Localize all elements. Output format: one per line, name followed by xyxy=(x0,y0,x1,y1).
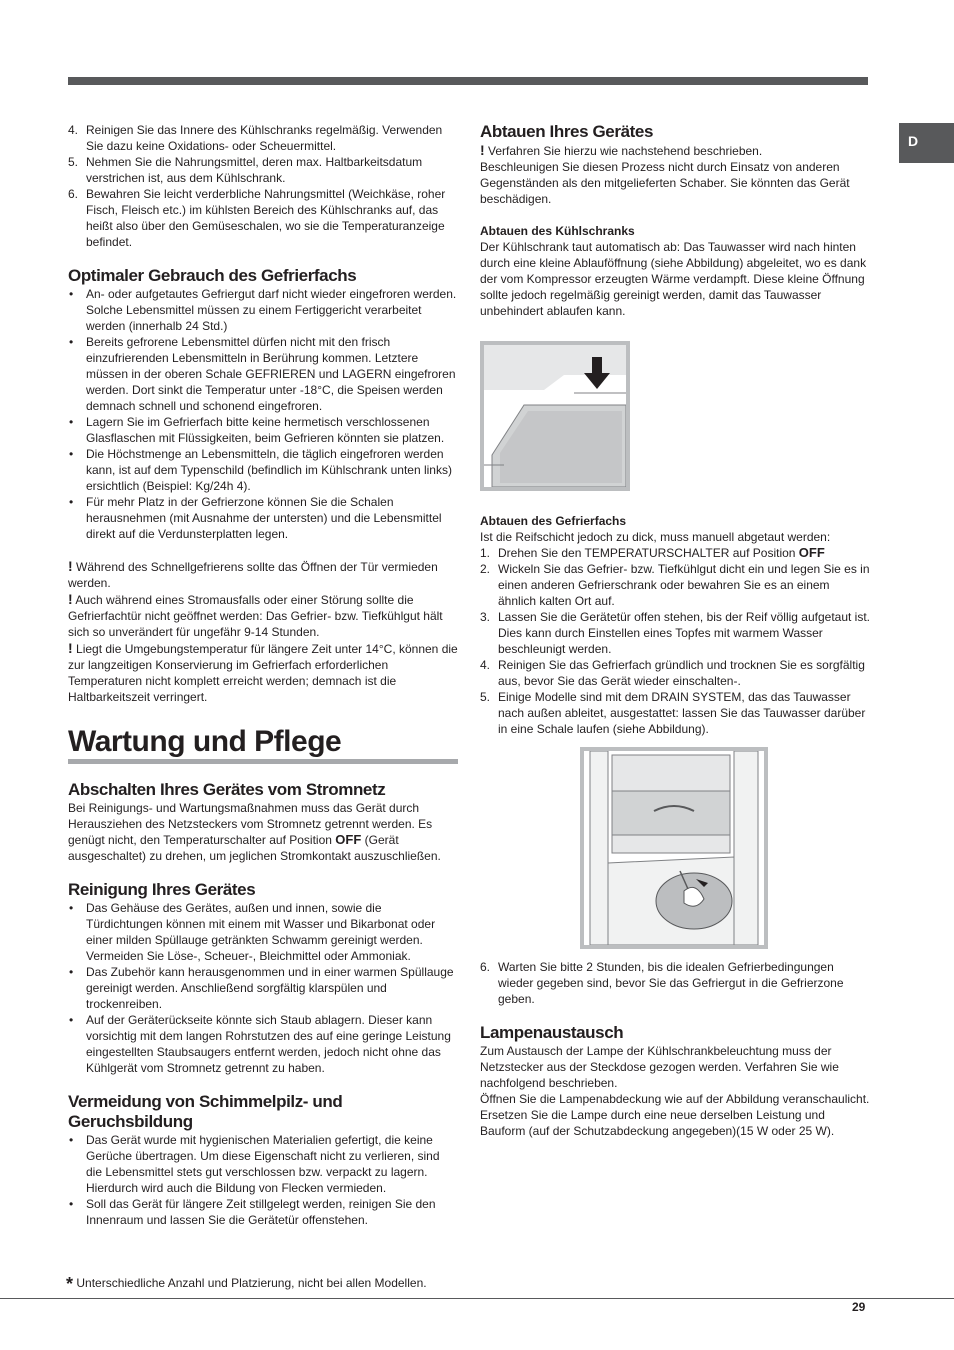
warning-icon: ! xyxy=(68,640,73,656)
defrost-warning-text: Verfahren Sie hierzu wie nachstehend beschrieben. xyxy=(488,144,763,158)
mould-heading: Vermeidung von Schimmelpilz- und Geruchsbildung xyxy=(68,1092,343,1131)
list-item: • An- oder aufgetautes Gefriergut darf nicht wieder eingefroren werden. Solche Lebensmittel müssen zu einem Fertiggericht verarbeitet werden (innerhalb 24 Std.) xyxy=(68,286,458,334)
defrost-warning xyxy=(480,142,870,159)
item-number: 3. xyxy=(480,610,491,624)
figure-reference: siehe Abbildung xyxy=(654,256,740,270)
text-part: Der Kühlschrank taut automatisch ab: Das Tauwasser wird nach hinten durch eine kleine Ablauföffnung ( xyxy=(480,240,856,270)
warning-text: Liegt die Umgebungstemperatur für längere Zeit unter 14°C, können die zur langzeitigen Konservierung im Gefrierfach erforderlichen Temperaturen nicht komplett erreicht werden; demnach ist die Haltbarkeitszeit verringert. xyxy=(68,642,458,704)
freezer-list xyxy=(68,286,458,542)
warning-text: Während des Schnellgefrierens sollte das Öffnen der Tür vermieden werden. xyxy=(68,560,438,590)
power-text-2: (Gerät ausgeschaltet) zu drehen, um jeglichen Stromkontakt auszuschließen. xyxy=(68,833,441,863)
bottom-rule xyxy=(0,1298,954,1299)
list-item xyxy=(480,561,870,609)
asterisk-icon: * xyxy=(66,1274,74,1294)
item-number: 1. xyxy=(480,546,491,560)
list-item xyxy=(480,609,870,657)
item-text: Einige Modelle sind mit dem DRAIN SYSTEM, das das Tauwasser nach außen ableitet, ausgestattet: lassen Sie das Tauwasser darüber in eine Schale laufen ( xyxy=(498,690,866,736)
list-item: • Das Gerät wurde mit hygienischen Materialien gefertigt, die keine Gerüche übertragen. Um diese Eigenschaft nicht zu verlieren, sind die Lebensmittel stets gut verschlossen bzw. verpackt zu lagern. Hierdurch wird auch die Bildung von Flecken vermieden. xyxy=(68,1132,458,1196)
warning-note xyxy=(68,640,458,705)
power-text xyxy=(68,800,458,864)
defrost-steps xyxy=(480,545,870,737)
item-text: Wickeln Sie das Gefrier- bzw. Tiefkühlgut dicht ein und legen Sie es in einen anderen Gefrierschrank oder bewahren Sie es an einem ähnlich kalten Ort auf. xyxy=(498,562,870,608)
item-number: 6. xyxy=(68,187,79,201)
item-text: ). xyxy=(701,722,709,736)
list-item: • Das Gehäuse des Gerätes, außen und innen, sowie die Türdichtungen können mit einem mit Wasser und Bikarbonat oder einer milden Spüllauge getränkten Schwamm gereinigt werden. Vermeiden Sie Löse-, Scheuer-, Bleichmittel oder Ammoniak. xyxy=(68,900,458,964)
item-number: 4. xyxy=(68,123,79,137)
list-item xyxy=(68,186,458,250)
defrost-text: Beschleunigen Sie diesen Prozess nicht durch Einsatz von anderen Gegenständen als den mitgelieferten Schaber. Sie könnten das Gerät beschädigen. xyxy=(480,160,850,206)
drain-system-drawing xyxy=(584,751,764,945)
power-heading: Abschalten Ihres Gerätes vom Stromnetz xyxy=(68,780,386,799)
defrost-steps-continued xyxy=(480,959,870,1007)
left-column xyxy=(68,122,458,1228)
language-tab: D xyxy=(899,123,954,163)
warning-note xyxy=(68,591,458,640)
list-item xyxy=(480,657,870,689)
lamp-heading: Lampenaustausch xyxy=(480,1023,624,1042)
item-text: Warten Sie bitte 2 Stunden, bis die idealen Gefrierbedingungen wieder gegeben sind, bevor Sie das Gefriergut in die Gefrierzone geben. xyxy=(498,960,844,1006)
cleaning-heading: Reinigung Ihres Gerätes xyxy=(68,880,256,899)
list-item xyxy=(480,689,870,737)
list-item: • Für mehr Platz in der Gefrierzone können Sie die Schalen herausnehmen (mit Ausnahme der untersten) und die Lebensmittel direkt auf die Verdunsterplatten legen. xyxy=(68,494,458,542)
warning-note xyxy=(68,558,458,591)
item-number: 5. xyxy=(68,155,79,169)
freezer-defrost-subheading: Abtauen des Gefrierfachs xyxy=(480,514,627,528)
lamp-text: Zum Austausch der Lampe der Kühlschrankbeleuchtung muss der Netzstecker aus der Steckdose gezogen werden. Verfahren Sie wie nachfolgend beschrieben. xyxy=(480,1044,839,1090)
fridge-defrost-text xyxy=(480,239,870,319)
warning-icon: ! xyxy=(68,558,73,574)
drain-system-illustration xyxy=(580,747,768,949)
footnote xyxy=(66,1274,427,1295)
warning-icon: ! xyxy=(480,142,485,158)
right-column xyxy=(480,122,870,1139)
top-rule xyxy=(68,77,868,85)
list-item: • Lagern Sie im Gefrierfach bitte keine hermetisch verschlossenen Glasflaschen mit Flüssigkeiten, beim Gefrieren könnten sie platzen. xyxy=(68,414,458,446)
main-title: Wartung und Pflege xyxy=(68,725,458,764)
list-item xyxy=(68,122,458,154)
item-text: Reinigen Sie das Gefrierfach gründlich und trocknen Sie es sorgfältig aus, bevor Sie das Gerät wieder einschalten-. xyxy=(498,658,865,688)
page-number: 29 xyxy=(852,1300,866,1314)
item-number: 2. xyxy=(480,562,491,576)
item-text: Drehen Sie den TEMPERATURSCHALTER auf Position xyxy=(498,546,796,560)
mould-list xyxy=(68,1132,458,1228)
list-item: • Das Zubehör kann herausgenommen und in einer warmen Spüllauge gereinigt werden. Anschließend sorgfältig klarspülen und trockenreiben. xyxy=(68,964,458,1012)
list-item: • Bereits gefrorene Lebensmittel dürfen nicht mit den frisch einzufrierenden Lebensmitteln in Berührung kommen. Letztere müssen in der oberen Schale GEFRIEREN und LAGERN eingefroren werden. Dort sinkt die Temperatur unter -18°C, die Speisen werden demnach schnell und schonend eingefroren. xyxy=(68,334,458,414)
item-text: Bewahren Sie leicht verderbliche Nahrungsmittel (Weichkäse, roher Fisch, Fleisch etc.) im kühlsten Bereich des Kühlschranks auf, das heißt also über den Gemüseschalen, wo sie die Temperaturanzeige befindet. xyxy=(86,187,446,249)
footnote-text: Unterschiedliche Anzahl und Platzierung, nicht bei allen Modellen. xyxy=(76,1276,427,1290)
freezer-heading: Optimaler Gebrauch des Gefrierfachs xyxy=(68,266,357,285)
off-label: OFF xyxy=(335,832,362,847)
item-number: 4. xyxy=(480,658,491,672)
list-item: • Die Höchstmenge an Lebensmitteln, die täglich eingefroren werden kann, ist auf dem Typenschild (befindlich im Kühlschrank unten links) ersichtlich (Beispiel: Kg/24h 4). xyxy=(68,446,458,494)
item-text: Nehmen Sie die Nahrungsmittel, deren max. Haltbarkeitsdatum verstrichen ist, aus dem Kühlschrank. xyxy=(86,155,423,185)
warnings-block xyxy=(68,558,458,705)
power-text-1: Bei Reinigungs- und Wartungsmaßnahmen muss das Gerät durch Herausziehen des Netzsteckers vom Stromnetz getrennt werden. Es genügt nicht, den Temperaturschalter auf Position xyxy=(68,801,433,847)
list-item xyxy=(68,154,458,186)
text-part: ) abgeleitet, wo es dank der vom Kompressor erzeugten Wärme verdampft. Diese kleine Öffnung sollte jedoch regelmäßig gereinigt werden, damit das Tauwasser unbehindert ablaufen kann. xyxy=(480,256,867,318)
item-number: 5. xyxy=(480,690,491,704)
warning-icon: ! xyxy=(68,591,73,607)
defrost-heading: Abtauen Ihres Gerätes xyxy=(480,122,653,141)
item-number: 6. xyxy=(480,960,491,974)
figure-reference: siehe Abbildung xyxy=(616,722,702,736)
lamp-text: Öffnen Sie die Lampenabdeckung wie auf der Abbildung veranschaulicht. Ersetzen Sie die Lampe durch eine neue derselben Leistung und Bauform (auf der Schutzabdeckung angegeben)(15 W oder 25 W). xyxy=(480,1092,870,1138)
off-label: OFF xyxy=(798,545,825,560)
list-item: • Soll das Gerät für längere Zeit stillgelegt werden, reinigen Sie den Innenraum und lassen Sie die Gerätetür offenstehen. xyxy=(68,1196,458,1228)
warning-text: Auch während eines Stromausfalls oder einer Störung sollte die Gefrierfachtür nicht geöffnet werden: Das Gefrier- bzw. Tiefkühlgut hält sich so unverändert für ungefähr 9-14 Stunden. xyxy=(68,593,443,639)
freezer-defrost-intro: Ist die Reifschicht jedoch zu dick, muss manuell abgetaut werden: xyxy=(480,530,831,544)
list-item: • Auf der Geräterückseite könnte sich Staub ablagern. Dieser kann vorsichtig mit dem langen Rohrstutzen des auf eine geringe Leistung eingestellten Staubsaugers entfernt werden, jedoch nicht ohne das Kühlgerät vom Stromnetz getrennt zu haben. xyxy=(68,1012,458,1076)
list-item xyxy=(480,545,870,561)
drain-hole-drawing xyxy=(484,345,626,487)
cleaning-list xyxy=(68,900,458,1076)
list-item xyxy=(480,959,870,1007)
intro-list xyxy=(68,122,458,250)
item-text: Reinigen Sie das Innere des Kühlschranks regelmäßig. Verwenden Sie dazu keine Oxidations- oder Scheuermittel. xyxy=(86,123,443,153)
fridge-defrost-subheading: Abtauen des Kühlschranks xyxy=(480,224,635,238)
drain-hole-illustration xyxy=(480,341,630,491)
item-text: Lassen Sie die Gerätetür offen stehen, bis der Reif völlig aufgetaut ist. Dies kann durch Einstellen eines Topfes mit warmem Wasser beschleunigt werden. xyxy=(498,610,870,656)
